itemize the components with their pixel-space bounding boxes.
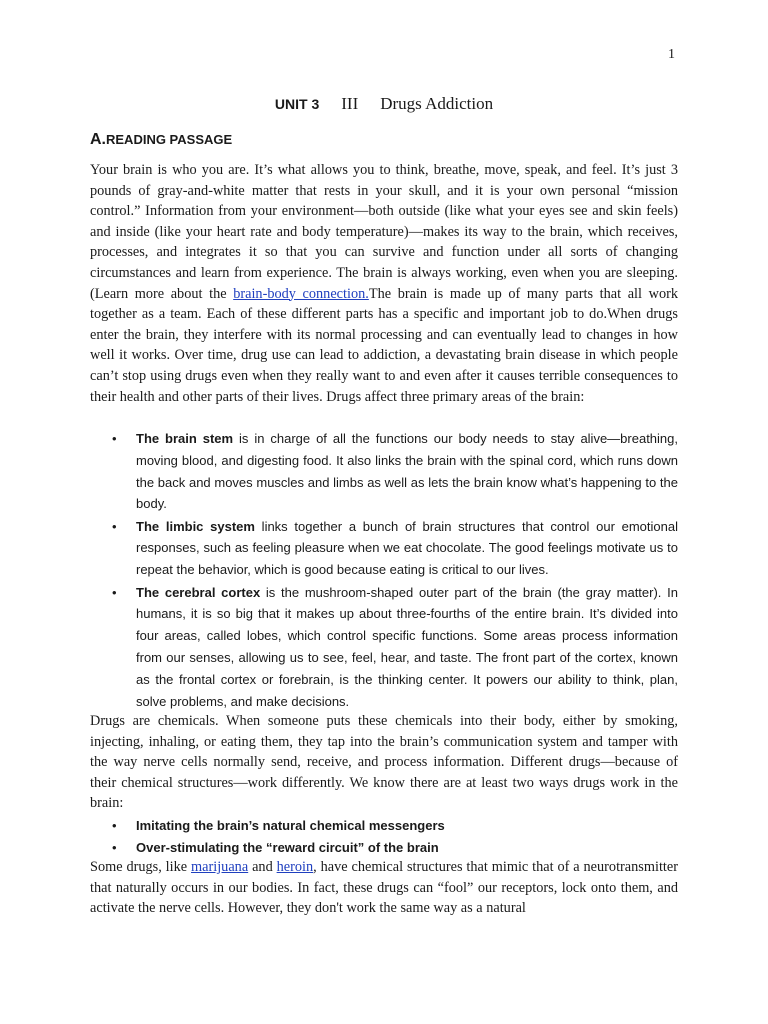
intro-text-2: The brain is made up of many parts that all work together as a team. Each of these different parts has a specific and important job to do.When drugs enter the brain, they interfere with its normal processing and can eventually lead to changes in how well it works. Over time, drug use can lead to addiction, a devastating brain disease in which people can’t stop using drugs even when they really want to and even after it causes terrible consequences to their health and other parts of their lives. Drugs affect three primary areas of the brain: [90, 285, 679, 405]
bullet-icon: • [112, 818, 117, 833]
term-limbic-system: The limbic system [136, 518, 255, 534]
heroin-link[interactable]: heroin [276, 859, 314, 875]
drug-mechanisms-list [90, 815, 678, 859]
title-roman: III [341, 94, 359, 113]
page-number: 1 [668, 47, 675, 62]
bullet-icon: • [112, 431, 117, 446]
brain-areas-list [90, 428, 678, 713]
mimic-text-2: and [248, 859, 277, 875]
way-imitating: Imitating the brain’s natural chemical messengers [136, 818, 445, 833]
section-title: READING PASSAGE [106, 132, 233, 147]
list-item-imitating [90, 815, 678, 837]
mimic-paragraph [90, 857, 678, 919]
intro-text-1: Your brain is who you are. It’s what allows you to think, breathe, move, speak, and feel. It’s just 3 pounds of gray-and-white matter that rests in your skull, and it is your own personal “mission control.” Information from your environment—both outside (like what your eyes see and skin feels) and inside (like your heart rate and body temperature)—makes its way to the brain, which receives, processes, and integrates it so that you can survive and function under all sorts of changing circumstances and learn from experience. The brain is always working, even when you are sleeping. (Learn more about the [90, 162, 678, 302]
list-item-brain-stem [90, 428, 678, 515]
bullet-icon: • [112, 584, 117, 600]
desc-cerebral-cortex: is the mushroom-shaped outer part of the brain (the gray matter). In humans, it is so big that it makes up about three-fourths of the entire brain. It’s divided into four areas, called lobes, which control specific functions. Some areas process information from our senses, allowing us to see, feel, hear, and taste. The front part of the cortex, known as the frontal cortex or forebrain, is the thinking center. It powers our ability to think, plan, solve problems, and make decisions. [136, 584, 678, 709]
mimic-text-1: Some drugs, like [90, 859, 192, 875]
mimic-text-3: , have chemical structures that mimic that of a neurotransmitter that naturally occurs in our bodies. In fact, these drugs can “fool” our receptors, lock onto them, and activate the nerve cells. However, they don't work the same way as a natural [90, 859, 679, 917]
title-unit: UNIT 3 [274, 96, 320, 112]
desc-limbic-system: links together a bunch of brain structures that control our emotional responses, such as feeling pleasure when we eat chocolate. The good feelings motivate us to repeat the behavior, which is good because eating is critical to our lives. [136, 518, 678, 578]
desc-brain-stem: is in charge of all the functions our body needs to stay alive—breathing, moving blood, and digesting food. It also links the brain with the spinal cord, which runs down the back and moves muscles and limbs as well as lets the brain know what’s happening to the body. [136, 431, 678, 512]
title-topic: Drugs Addiction [380, 94, 494, 113]
list-item-limbic-system [90, 516, 678, 581]
drugs-paragraph: Drugs are chemicals. When someone puts these chemicals into their body, either by smoking, injecting, inhaling, or eating them, they tap into the brain’s communication system and tamper with the way nerve cells normally send, receive, and process information. Different drugs—because of their chemical structures—work differently. We know there are at least two ways drugs work in the brain: [90, 713, 678, 812]
intro-paragraph [90, 160, 678, 407]
list-item-overstimulating [90, 837, 678, 859]
term-brain-stem: The brain stem [136, 431, 234, 446]
brain-body-connection-link[interactable]: brain-body connection. [233, 285, 369, 302]
term-cerebral-cortex: The cerebral cortex [136, 584, 261, 600]
section-letter: A. [90, 131, 106, 148]
section-heading [90, 131, 232, 149]
page-title [0, 94, 768, 114]
way-overstimulating: Over-stimulating the “reward circuit” of the brain [136, 839, 439, 855]
list-item-cerebral-cortex [90, 582, 678, 713]
bullet-icon: • [112, 518, 117, 534]
bullet-icon: • [112, 839, 117, 855]
marijuana-link[interactable]: marijuana [191, 859, 249, 875]
